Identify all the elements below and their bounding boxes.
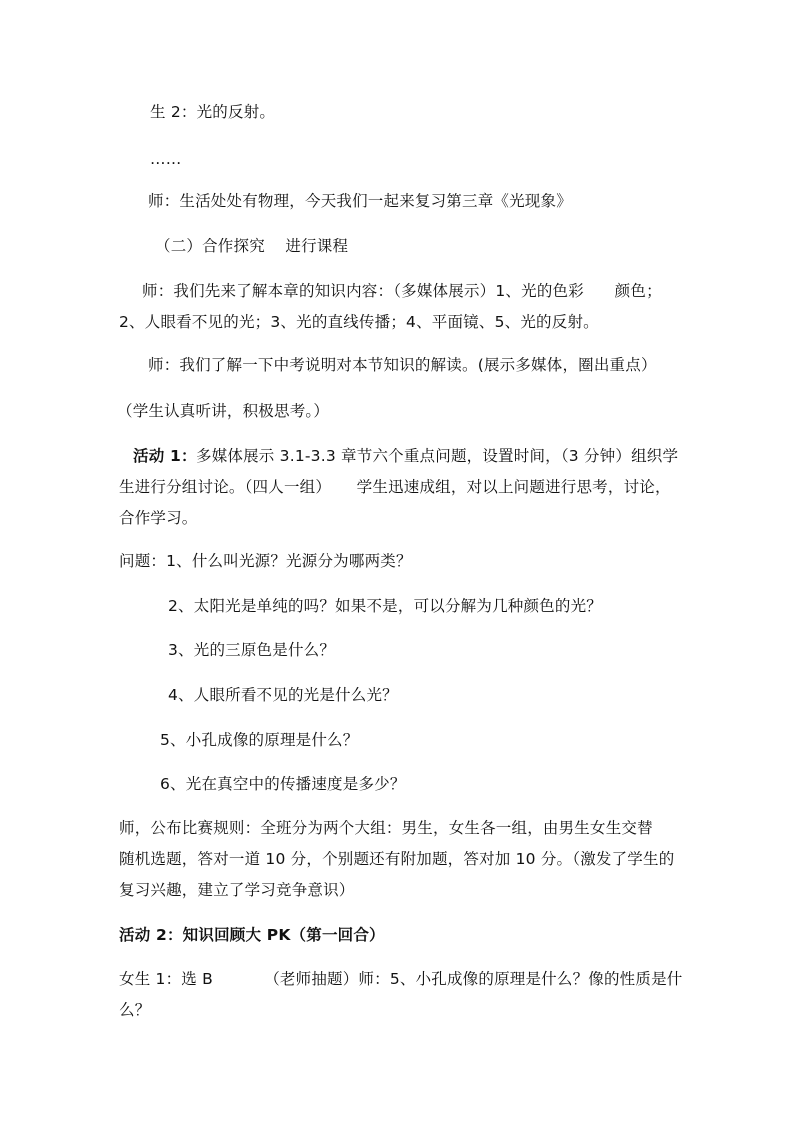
- text-line: 师，公布比赛规则：全班分为两个大组：男生，女生各一组，由男生女生交替: [119, 819, 653, 837]
- question-line: 4、人眼所看不见的光是什么光？: [168, 686, 398, 704]
- text-line: 女生 1：选 B （老师抽题）师：5、小孔成像的原理是什么？像的性质是什: [119, 970, 683, 988]
- text-line: 师：我们先来了解本章的知识内容：（多媒体展示）1、光的色彩 颜色；: [142, 282, 662, 300]
- question-line: 5、小孔成像的原理是什么？: [160, 731, 359, 749]
- text-line: ……: [150, 150, 182, 168]
- question-line: 问题：1、什么叫光源？光源分为哪两类？: [119, 552, 412, 570]
- text-line: 么？: [119, 1001, 151, 1019]
- text-line: 随机选题，答对一道 10 分，个别题还有附加题，答对加 10 分。（激发了学生的: [119, 850, 675, 868]
- question-line: 2、太阳光是单纯的吗？如果不是，可以分解为几种颜色的光？: [168, 597, 602, 615]
- activity-heading: 活动 2：知识回顾大 PK（第一回合）: [119, 926, 385, 944]
- question-line: 6、光在真空中的传播速度是多少？: [160, 775, 406, 793]
- text-line: 生进行分组讨论。（四人一组） 学生迅速成组，对以上问题进行思考，讨论，: [119, 478, 671, 496]
- text-line: 多媒体展示 3.1-3.3 章节六个重点问题，设置时间，（3 分钟）组织学: [196, 447, 679, 465]
- question-line: 3、光的三原色是什么？: [168, 641, 336, 659]
- text-line: 复习兴趣，建立了学习竞争意识）: [119, 881, 355, 899]
- text-line: 2、人眼看不见的光；3、光的直线传播；4、平面镜、5、光的反射。: [119, 313, 599, 331]
- section-heading: （二）合作探究 进行课程: [155, 237, 349, 255]
- text-line: 生 2：光的反射。: [150, 103, 276, 121]
- text-line: 师：我们了解一下中考说明对本节知识的解读。(展示多媒体，圈出重点）: [148, 356, 657, 374]
- text-line: 合作学习。: [119, 509, 198, 527]
- text-line: 师：生活处处有物理，今天我们一起来复习第三章《光现象》: [148, 192, 572, 210]
- text-line: （学生认真听讲，积极思考。）: [117, 402, 330, 420]
- activity-label: 活动 1：: [133, 447, 197, 465]
